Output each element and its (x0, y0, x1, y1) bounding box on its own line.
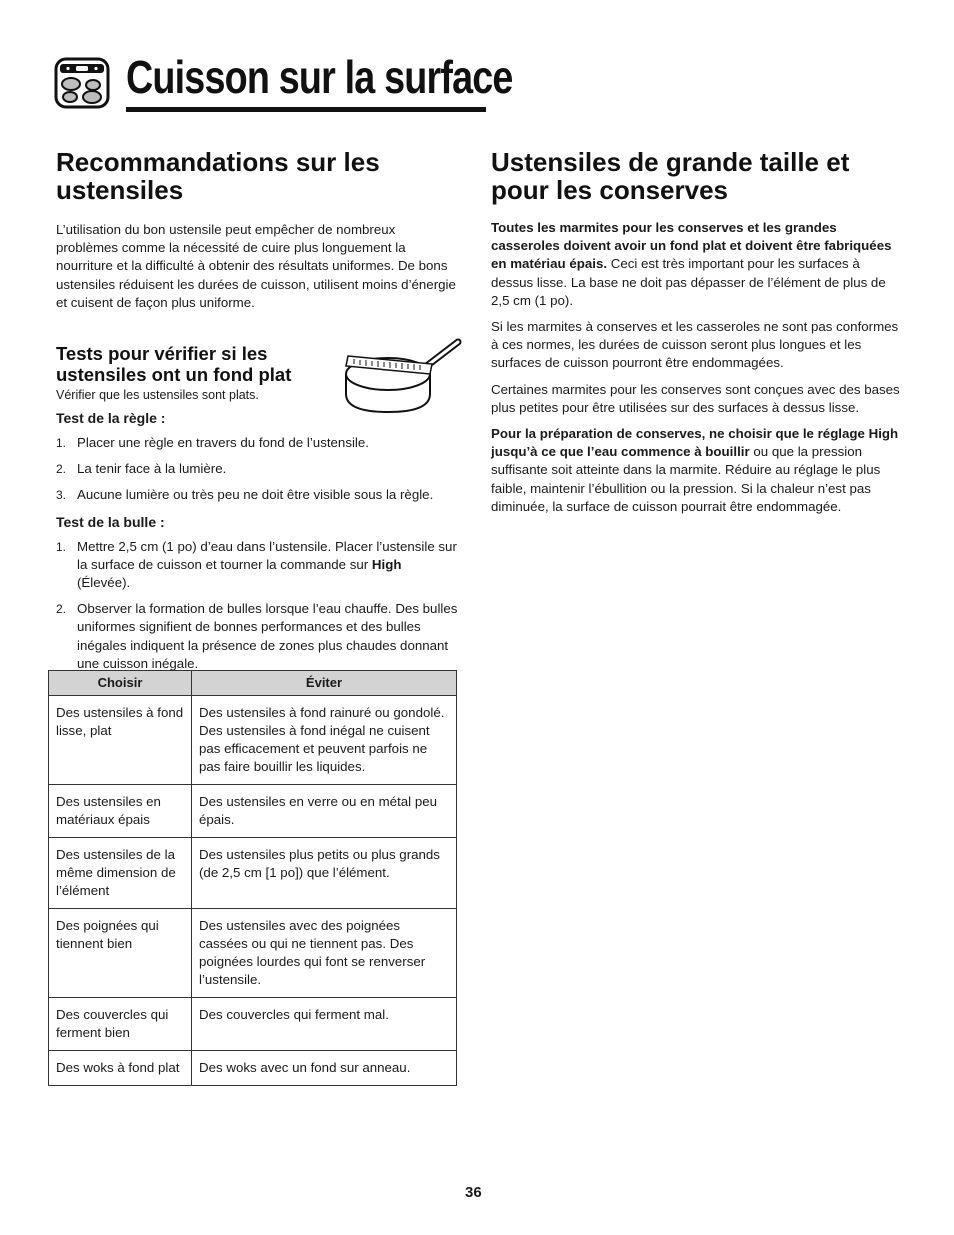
ruler-test-title: Test de la règle : (56, 410, 166, 427)
paragraph-small-bases: Certaines marmites pour les conserves sont conçues avec des bases plus petites pour être utilisées sur des surfaces à dessus lisse. (491, 381, 900, 415)
list-item: 3. Aucune lumière ou très peu ne doit être visible sous la règle. (56, 487, 434, 503)
page-title: Cuisson sur la surface (126, 51, 513, 103)
table-cell: Des ustensiles en verre ou en métal peu épais. (192, 785, 457, 838)
table-cell: Des ustensiles avec des poignées cassées ou qui ne tiennent pas. Des poignées lourdes qui font se renverser l’ustensile. (192, 909, 457, 998)
ruler-test-steps (56, 434, 456, 505)
table-row (49, 998, 457, 1051)
table-cell: Des poignées qui tiennent bien (49, 909, 192, 998)
tests-subtitle: Vérifier que les ustensiles sont plats. (56, 388, 259, 403)
table-row (49, 909, 457, 998)
page-number: 36 (465, 1184, 482, 1201)
flat-bottom-tests (56, 343, 456, 407)
table-cell: Des ustensiles plus petits ou plus grands (de 2,5 cm [1 po]) que l’élément. (192, 838, 457, 909)
paragraph-standards: Si les marmites à conserves et les casseroles ne sont pas conformes à ces normes, les durées de cuisson seront plus longues et les surfaces de cuisson pourront être endommagées. (491, 319, 899, 371)
title-rule (126, 107, 486, 112)
list-item: 2. La tenir face à la lumière. (56, 461, 227, 477)
table-cell: Des ustensiles en matériaux épais (49, 785, 192, 838)
bubble-test-steps (56, 538, 458, 673)
list-item: 2. Observer la formation de bulles lorsque l’eau chauffe. Des bulles uniformes signifient de bonnes performances et des bulles inégales indiquent la présence de zones plus chaudes donnant une cuisson inégale. (56, 601, 458, 671)
paragraph-canning-setting: Pour la préparation de conserves, ne choisir que le réglage High jusqu’à ce que l’eau commence à bouillir ou que la pression suffisante soit atteinte dans la marmite. Réduire au réglage le plus faible, maintenir l’ébullition ou la pression. Si la chaleur n’est pas diminuée, la surface de cuisson pourrait être endommagée. (491, 426, 899, 514)
table-row (49, 785, 457, 838)
intro-paragraph: L’utilisation du bon ustensile peut empêcher de nombreux problèmes comme la nécessité de cuire plus longuement la nourriture et la difficulté à obtenir des résultats uniformes. De bons ustensiles réduisent les durées de cuisson, utilisent moins d’énergie et cuisent de façon plus uniforme. (56, 222, 456, 310)
table-cell: Des woks à fond plat (49, 1051, 192, 1086)
paragraph-canning-pots: Toutes les marmites pour les conserves et les grandes casseroles doivent avoir un fond plat et doivent être fabriquées en matériau épais. Ceci est très important pour les surfaces à dessus lisse. La base ne doit pas dépasser de l’élément de plus de 2,5 cm (1 po). (491, 220, 892, 308)
table-row (49, 838, 457, 909)
table-cell: Des ustensiles de la même dimension de l’élément (49, 838, 192, 909)
table-cell: Des couvercles qui ferment bien (49, 998, 192, 1051)
section-title-recommendations: Recommandations sur les ustensiles (56, 147, 380, 205)
column-header-avoid: Éviter (192, 671, 457, 696)
list-item: 1. Placer une règle en travers du fond de l’ustensile. (56, 435, 369, 451)
table-cell: Des woks avec un fond sur anneau. (192, 1051, 457, 1086)
table-cell: Des ustensiles à fond lisse, plat (49, 696, 192, 785)
cookware-comparison-table (48, 670, 457, 1086)
list-item: 1. Mettre 2,5 cm (1 po) d’eau dans l’ustensile. Placer l’ustensile sur la surface de cuisson et tourner la commande sur High (Élevée). (56, 538, 457, 591)
pan-ruler-illustration (340, 338, 464, 416)
table-cell: Des ustensiles à fond rainuré ou gondolé. Des ustensiles à fond inégal ne cuisent pas efficacement et peuvent parfois ne pas faire bouillir les liquides. (192, 696, 457, 785)
right-column (491, 148, 901, 524)
table-cell: Des couvercles qui ferment mal. (192, 998, 457, 1051)
page-header (54, 51, 513, 114)
tests-title: Tests pour vérifier si les ustensiles ont un fond plat (56, 343, 292, 386)
table-header-row (49, 671, 457, 696)
section-title-large-cookware: Ustensiles de grande taille et pour les conserves (491, 147, 850, 205)
cooktop-icon (54, 57, 110, 109)
table-row (49, 696, 457, 785)
table-row (49, 1051, 457, 1086)
column-header-choose: Choisir (49, 671, 192, 696)
left-column (56, 148, 456, 681)
bubble-test-title: Test de la bulle : (56, 513, 165, 530)
